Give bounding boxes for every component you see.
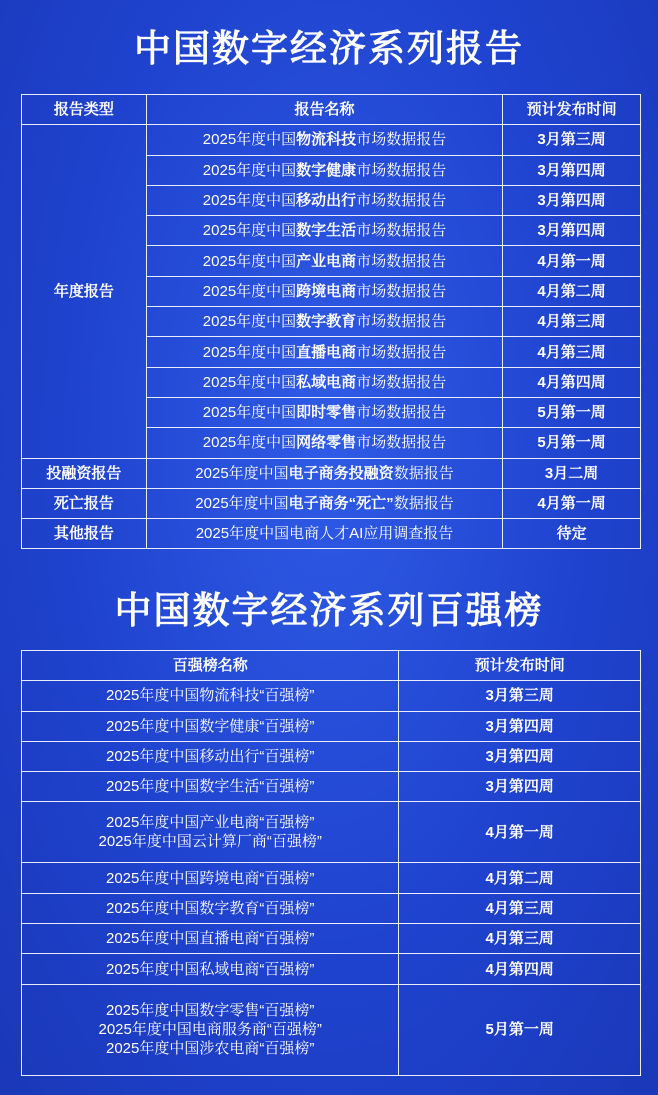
- report-name-keyword: 跨境电商: [296, 282, 357, 300]
- ranking-name-line: 2025年度中国云计算厂商“百强榜”: [98, 833, 322, 851]
- report-name-cell: [146, 337, 502, 367]
- report-name-suffix: 市场数据报告: [356, 373, 447, 391]
- ranking-name-cell: [22, 711, 399, 741]
- table-row: [22, 711, 641, 741]
- report-name-suffix: 市场数据报告: [356, 434, 447, 452]
- ranking-name-cell: [22, 984, 399, 1075]
- report-type-cell: 死亡报告: [22, 488, 147, 518]
- table-row: [22, 954, 641, 984]
- release-time-cell: 4月第三周: [503, 337, 641, 367]
- ranking-name-cell: [22, 954, 399, 984]
- release-time-cell: 3月二周: [503, 458, 641, 488]
- release-time-cell: 5月第一周: [399, 984, 641, 1075]
- report-name-suffix: 数据报告: [393, 464, 454, 482]
- release-time-cell: 4月第三周: [503, 307, 641, 337]
- ranking-name-cell: [22, 924, 399, 954]
- ranking-name-line: 2025年度中国私域电商“百强榜”: [106, 960, 315, 978]
- table-row: [22, 458, 641, 488]
- release-time-cell: 4月第四周: [503, 367, 641, 397]
- report-name-keyword: 产业电商: [296, 252, 357, 270]
- table-row: [22, 924, 641, 954]
- report-name-cell: [146, 155, 502, 185]
- table-row: [22, 802, 641, 863]
- report-name-prefix: 2025年度中国电商人才AI应用调查报告: [195, 525, 454, 543]
- ranking-name-line: 2025年度中国产业电商“百强榜”: [106, 814, 315, 832]
- report-name-cell: [146, 397, 502, 427]
- report-name-prefix: 2025年度中国: [202, 434, 297, 452]
- table-row: [22, 741, 641, 771]
- release-time-cell: 3月第四周: [399, 772, 641, 802]
- report-name-keyword: 数字健康: [296, 161, 357, 179]
- table-header-row: [22, 651, 641, 681]
- report-type-cell: 其他报告: [22, 519, 147, 549]
- report-name-prefix: 2025年度中国: [202, 222, 297, 240]
- report-table: [21, 94, 641, 549]
- report-name-keyword: 电子商务“死亡”: [288, 495, 394, 512]
- release-time-cell: 3月第四周: [399, 741, 641, 771]
- release-time-cell: 4月第二周: [399, 863, 641, 893]
- report-name-prefix: 2025年度中国: [195, 464, 289, 482]
- table-row: [22, 984, 641, 1075]
- release-time-cell: 3月第三周: [503, 125, 641, 155]
- release-time-cell: 4月第三周: [399, 924, 641, 954]
- ranking-table: [21, 650, 641, 1076]
- table-header-row: [22, 95, 641, 125]
- ranking-title: 中国数字经济系列百强榜: [114, 590, 544, 631]
- report-name-cell: [146, 125, 502, 155]
- release-time-cell: 3月第三周: [399, 681, 641, 711]
- table-row: [22, 893, 641, 923]
- report-name-prefix: 2025年度中国: [202, 192, 297, 210]
- report-name-cell: [146, 185, 502, 215]
- report-name-cell: [146, 216, 502, 246]
- report-name-cell: [146, 519, 502, 549]
- report-name-keyword: 私域电商: [296, 373, 357, 391]
- ranking-name-line: 2025年度中国数字健康“百强榜”: [106, 717, 315, 735]
- report-name-keyword: 数字生活: [296, 222, 357, 240]
- ranking-name-cell: [22, 863, 399, 893]
- ranking-name-line: 2025年度中国涉农电商“百强榜”: [106, 1040, 315, 1058]
- report-name-suffix: 市场数据报告: [356, 313, 447, 331]
- ranking-name-line: 2025年度中国直播电商“百强榜”: [106, 930, 315, 948]
- release-time-cell: 4月第一周: [399, 802, 641, 863]
- report-name-suffix: 市场数据报告: [356, 192, 447, 210]
- column-header-ranking-name: 百强榜名称: [22, 651, 399, 681]
- release-time-cell: 4月第一周: [503, 488, 641, 518]
- report-name-prefix: 2025年度中国: [202, 282, 297, 300]
- report-name-keyword: 网络零售: [296, 434, 357, 452]
- report-name-suffix: 市场数据报告: [356, 252, 447, 270]
- ranking-name-line: 2025年度中国移动出行“百强榜”: [106, 748, 315, 766]
- report-name-keyword: 物流科技: [296, 131, 357, 149]
- column-header-time: 预计发布时间: [503, 95, 641, 125]
- ranking-name-cell: [22, 741, 399, 771]
- report-table-body: [22, 125, 641, 549]
- report-name-cell: [146, 276, 502, 306]
- report-name-prefix: 2025年度中国: [202, 404, 297, 422]
- report-name-prefix: 2025年度中国: [202, 343, 297, 361]
- report-name-suffix: 市场数据报告: [356, 222, 447, 240]
- report-name-suffix: 市场数据报告: [356, 343, 447, 361]
- table-row: [22, 681, 641, 711]
- ranking-name-line: 2025年度中国数字教育“百强榜”: [106, 899, 315, 917]
- report-name-cell: [146, 458, 502, 488]
- report-name-keyword: 数字教育: [296, 313, 357, 331]
- table-row: [22, 863, 641, 893]
- report-name-cell: [146, 428, 502, 458]
- report-name-prefix: 2025年度中国: [202, 373, 297, 391]
- report-name-cell: [146, 488, 502, 518]
- ranking-name-line: 2025年度中国数字生活“百强榜”: [106, 778, 315, 796]
- report-name-prefix: 2025年度中国: [202, 252, 297, 270]
- release-time-cell: 4月第三周: [399, 893, 641, 923]
- table-row: [22, 519, 641, 549]
- ranking-name-line: 2025年度中国电商服务商“百强榜”: [98, 1021, 322, 1039]
- ranking-name-cell: [22, 802, 399, 863]
- report-name-keyword: 直播电商: [296, 343, 357, 361]
- table-row: [22, 125, 641, 155]
- report-name-keyword: 移动出行: [296, 192, 357, 210]
- release-time-cell: 5月第一周: [503, 428, 641, 458]
- release-time-cell: 待定: [503, 519, 641, 549]
- report-name-prefix: 2025年度中国: [202, 131, 297, 149]
- table-row: [22, 772, 641, 802]
- report-name-cell: [146, 367, 502, 397]
- report-name-suffix: 数据报告: [393, 495, 454, 512]
- report-type-cell: 年度报告: [22, 125, 147, 458]
- release-time-cell: 3月第四周: [503, 185, 641, 215]
- release-time-cell: 5月第一周: [503, 397, 641, 427]
- column-header-time: 预计发布时间: [399, 651, 641, 681]
- ranking-name-line: 2025年度中国物流科技“百强榜”: [106, 687, 315, 705]
- release-time-cell: 3月第四周: [399, 711, 641, 741]
- report-name-cell: [146, 307, 502, 337]
- report-name-prefix: 2025年度中国: [202, 161, 297, 179]
- report-name-prefix: 2025年度中国: [202, 313, 297, 331]
- report-name-prefix: 2025年度中国: [195, 495, 289, 512]
- column-header-name: 报告名称: [146, 95, 502, 125]
- ranking-name-cell: [22, 772, 399, 802]
- table-row: [22, 488, 641, 518]
- report-name-suffix: 市场数据报告: [356, 404, 447, 422]
- release-time-cell: 3月第四周: [503, 155, 641, 185]
- release-time-cell: 4月第二周: [503, 276, 641, 306]
- ranking-name-line: 2025年度中国数字零售“百强榜”: [106, 1002, 315, 1020]
- release-time-cell: 3月第四周: [503, 216, 641, 246]
- column-header-type: 报告类型: [22, 95, 147, 125]
- release-time-cell: 4月第四周: [399, 954, 641, 984]
- ranking-name-line: 2025年度中国跨境电商“百强榜”: [106, 869, 315, 887]
- ranking-name-cell: [22, 681, 399, 711]
- report-name-keyword: 即时零售: [296, 404, 357, 422]
- report-name-suffix: 市场数据报告: [356, 161, 447, 179]
- ranking-name-cell: [22, 893, 399, 923]
- report-type-cell: 投融资报告: [22, 458, 147, 488]
- report-name-keyword: 电子商务投融资: [288, 464, 394, 482]
- report-name-suffix: 市场数据报告: [356, 131, 447, 149]
- report-name-suffix: 市场数据报告: [356, 282, 447, 300]
- page-title: 中国数字经济系列报告: [134, 28, 524, 69]
- report-name-cell: [146, 246, 502, 276]
- release-time-cell: 4月第一周: [503, 246, 641, 276]
- ranking-table-body: [22, 681, 641, 1075]
